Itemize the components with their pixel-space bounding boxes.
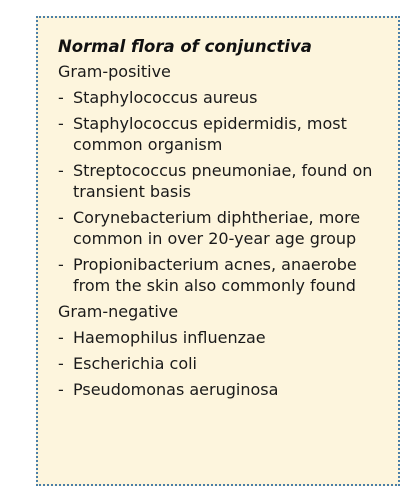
list-item [58,113,384,155]
list-item-text: Haemophilus influenzae [73,328,266,347]
list-item [58,254,384,296]
bullet-dash: - [58,161,64,180]
bullet-dash: - [58,255,64,274]
bullet-dash: - [58,208,64,227]
list-item-text: Pseudomonas aeruginosa [73,380,279,399]
bullet-dash: - [58,328,64,347]
list-item [58,160,384,202]
bullet-dash: - [58,354,64,373]
list-item-text: Escherichia coli [73,354,197,373]
gram-negative-list [58,327,384,400]
info-box [36,16,400,486]
list-item-text: Staphylococcus aureus [73,88,258,107]
list-item [58,353,384,374]
gram-positive-list [58,87,384,296]
list-item [58,207,384,249]
list-item [58,327,384,348]
list-item-text: Streptococcus pneumoniae, found on transient basis [73,161,373,201]
list-item-text: Staphylococcus epidermidis, most common organism [73,114,347,154]
list-item [58,87,384,108]
group-heading-gram-positive: Gram-positive [58,62,171,81]
bullet-dash: - [58,88,64,107]
list-item-text: Corynebacterium diphtheriae, more common in over 20-year age group [73,208,361,248]
box-title: Normal flora of conjunctiva [58,37,312,56]
bullet-dash: - [58,380,64,399]
list-item-text: Propionibacterium acnes, anaerobe from the skin also commonly found [73,255,357,295]
group-heading-gram-negative: Gram-negative [58,302,179,321]
list-item [58,379,384,400]
bullet-dash: - [58,114,64,133]
